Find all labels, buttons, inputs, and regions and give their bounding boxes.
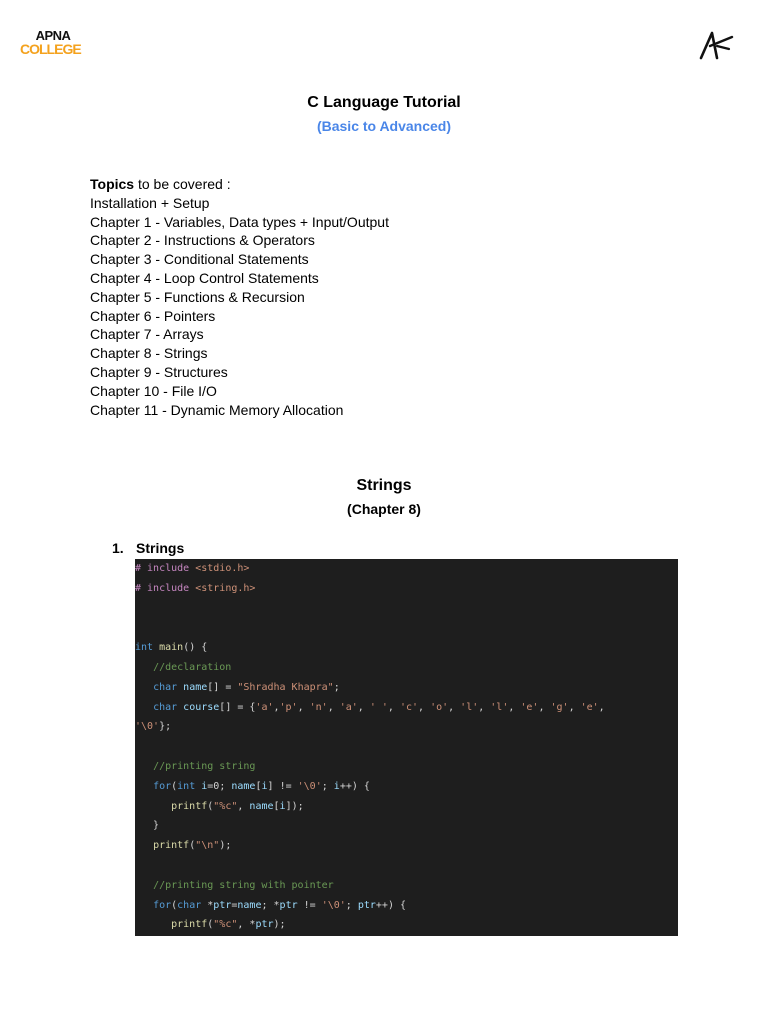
code-line: [135, 579, 255, 599]
code-token: (: [189, 840, 196, 852]
code-token: 'a': [255, 701, 274, 713]
code-token: '\0': [297, 780, 322, 792]
code-token: i: [333, 780, 340, 792]
code-token: ptr: [357, 899, 376, 911]
code-token: i: [279, 800, 286, 812]
code-token: i: [261, 780, 268, 792]
code-token: );: [273, 919, 286, 931]
code-line: [135, 658, 231, 678]
code-token: , *: [237, 919, 256, 931]
code-token: int: [177, 780, 202, 792]
code-token: [135, 761, 153, 772]
brand-mark-icon: [698, 30, 734, 60]
section-title: Strings: [356, 477, 412, 494]
code-token: for: [153, 780, 172, 792]
code-token: [135, 880, 153, 891]
code-token: "Shradha Khapra": [237, 681, 334, 693]
topic-item: Chapter 10 - File I/O: [90, 382, 217, 399]
topic-item: Chapter 8 - Strings: [90, 345, 208, 362]
code-token: "%c": [213, 919, 238, 931]
code-token: [] = {: [219, 701, 256, 713]
code-token: };: [159, 721, 172, 733]
code-token: ,: [237, 800, 250, 812]
code-token: name: [237, 899, 262, 911]
topic-item: Chapter 9 - Structures: [90, 363, 228, 380]
topic-item: Chapter 4 - Loop Control Statements: [90, 269, 319, 286]
code-block: [135, 559, 678, 936]
code-token: 'l': [490, 701, 509, 713]
code-token: ptr: [279, 899, 298, 911]
topic-item: Chapter 2 - Instructions & Operators: [90, 232, 315, 249]
code-token: [135, 801, 171, 812]
code-token: 'a': [339, 701, 358, 713]
code-token: [135, 682, 153, 693]
code-token: (: [171, 899, 178, 911]
page-subtitle: (Basic to Advanced): [316, 118, 452, 134]
code-token: main: [159, 642, 184, 654]
code-token: ,: [508, 701, 521, 713]
code-token: [135, 900, 153, 911]
code-token: [135, 702, 153, 713]
code-token: ;: [333, 681, 340, 693]
code-token: printf: [153, 840, 190, 852]
code-token: char: [153, 681, 184, 693]
list-item-label: Strings: [136, 540, 185, 556]
code-line: [135, 876, 334, 896]
code-token: ,: [418, 701, 431, 713]
code-line: [135, 836, 231, 856]
topic-item: Chapter 11 - Dynamic Memory Allocation: [90, 401, 344, 418]
code-token: ptr: [213, 899, 232, 911]
code-token: [135, 662, 153, 673]
topic-item: Chapter 5 - Functions & Recursion: [90, 288, 305, 305]
code-token: [135, 919, 171, 930]
code-token: 'g': [550, 701, 569, 713]
page-title: C Language Tutorial: [307, 94, 461, 111]
list-number: 1.: [112, 540, 124, 556]
code-token: ,: [478, 701, 491, 713]
code-token: //declaration: [153, 662, 232, 673]
code-token: '\0': [135, 721, 160, 733]
code-token: <stdio.h>: [195, 563, 250, 574]
code-token: i: [201, 780, 208, 792]
topic-item: Installation + Setup: [90, 194, 210, 211]
code-token: int: [135, 642, 160, 654]
code-token: [135, 781, 153, 792]
code-token: 'l': [460, 701, 479, 713]
code-token: # include: [135, 563, 196, 574]
code-token: <string.h>: [195, 582, 256, 594]
code-line: [135, 896, 406, 916]
code-token: [135, 840, 153, 851]
code-token: !=: [297, 899, 322, 911]
topic-item: Chapter 6 - Pointers: [90, 307, 216, 324]
apna-college-logo: [20, 29, 82, 56]
code-token: ;: [321, 780, 334, 792]
code-token: name: [183, 681, 208, 693]
code-line: [135, 797, 304, 817]
code-token: //printing string with pointer: [153, 879, 334, 891]
numbered-list-item: [112, 540, 184, 556]
code-token: 'p': [279, 701, 298, 713]
code-token: # include: [135, 582, 196, 594]
code-token: (: [171, 780, 178, 792]
code-line: [135, 717, 171, 737]
code-token: char: [153, 701, 184, 713]
code-token: ;: [345, 899, 358, 911]
topics-heading-rest: to be covered :: [134, 176, 231, 192]
code-token: ++) {: [375, 899, 407, 911]
code-token: (: [207, 800, 214, 812]
code-token: );: [219, 840, 232, 852]
code-token: 'e': [520, 701, 539, 713]
code-line: [135, 777, 370, 797]
topic-item: Chapter 3 - Conditional Statements: [90, 251, 309, 268]
logo-line-2: COLLEGE: [20, 41, 81, 57]
code-token: ] !=: [267, 780, 298, 792]
code-token: "%c": [213, 800, 238, 812]
code-token: *: [207, 899, 214, 911]
code-token: ,: [327, 701, 340, 713]
code-token: 'c': [399, 701, 419, 713]
code-token: }: [135, 820, 160, 832]
code-token: () {: [183, 642, 208, 654]
code-token: printf: [171, 919, 208, 931]
code-token: 'o': [430, 701, 449, 713]
code-token: ; *: [261, 899, 280, 911]
code-token: 'n': [309, 701, 328, 713]
code-token: ptr: [255, 919, 274, 931]
code-token: ,: [568, 701, 581, 713]
code-token: [] =: [207, 681, 238, 693]
code-token: ,: [357, 701, 370, 713]
topic-item: Chapter 1 - Variables, Data types + Input/Output: [90, 213, 389, 230]
code-token: ]);: [285, 800, 304, 812]
code-token: [: [255, 780, 262, 792]
code-token: ++) {: [339, 780, 370, 792]
code-line: [135, 678, 340, 698]
code-token: 'e': [580, 701, 599, 713]
logo-line-1: APNA: [35, 28, 71, 43]
code-token: printf: [171, 800, 208, 812]
code-token: for: [153, 899, 172, 911]
code-token: ,: [273, 701, 280, 713]
code-token: ,: [387, 701, 400, 713]
code-token: name: [231, 780, 256, 792]
code-token: ,: [538, 701, 551, 713]
code-token: name: [249, 800, 274, 812]
code-line: [135, 559, 249, 579]
code-token: =0;: [207, 780, 232, 792]
topics-list: [90, 175, 389, 419]
code-token: course: [183, 701, 220, 713]
code-token: ' ': [369, 701, 388, 713]
code-token: [: [273, 800, 280, 812]
code-token: //printing string: [153, 761, 256, 772]
code-token: char: [177, 899, 208, 911]
topic-item: Chapter 7 - Arrays: [90, 326, 204, 343]
code-token: "\n": [195, 840, 220, 852]
code-line: [135, 698, 605, 718]
code-token: (: [207, 919, 214, 931]
code-line: [135, 915, 286, 935]
code-token: '\0': [321, 899, 346, 911]
code-line: [135, 816, 159, 836]
code-token: ,: [598, 701, 605, 713]
code-token: =: [231, 899, 238, 911]
code-token: ,: [297, 701, 310, 713]
topics-heading: [90, 175, 389, 194]
section-subtitle: (Chapter 8): [347, 501, 421, 517]
code-line: [135, 638, 207, 658]
code-line: [135, 757, 255, 777]
code-token: ,: [448, 701, 461, 713]
topics-heading-bold: Topics: [90, 176, 135, 192]
